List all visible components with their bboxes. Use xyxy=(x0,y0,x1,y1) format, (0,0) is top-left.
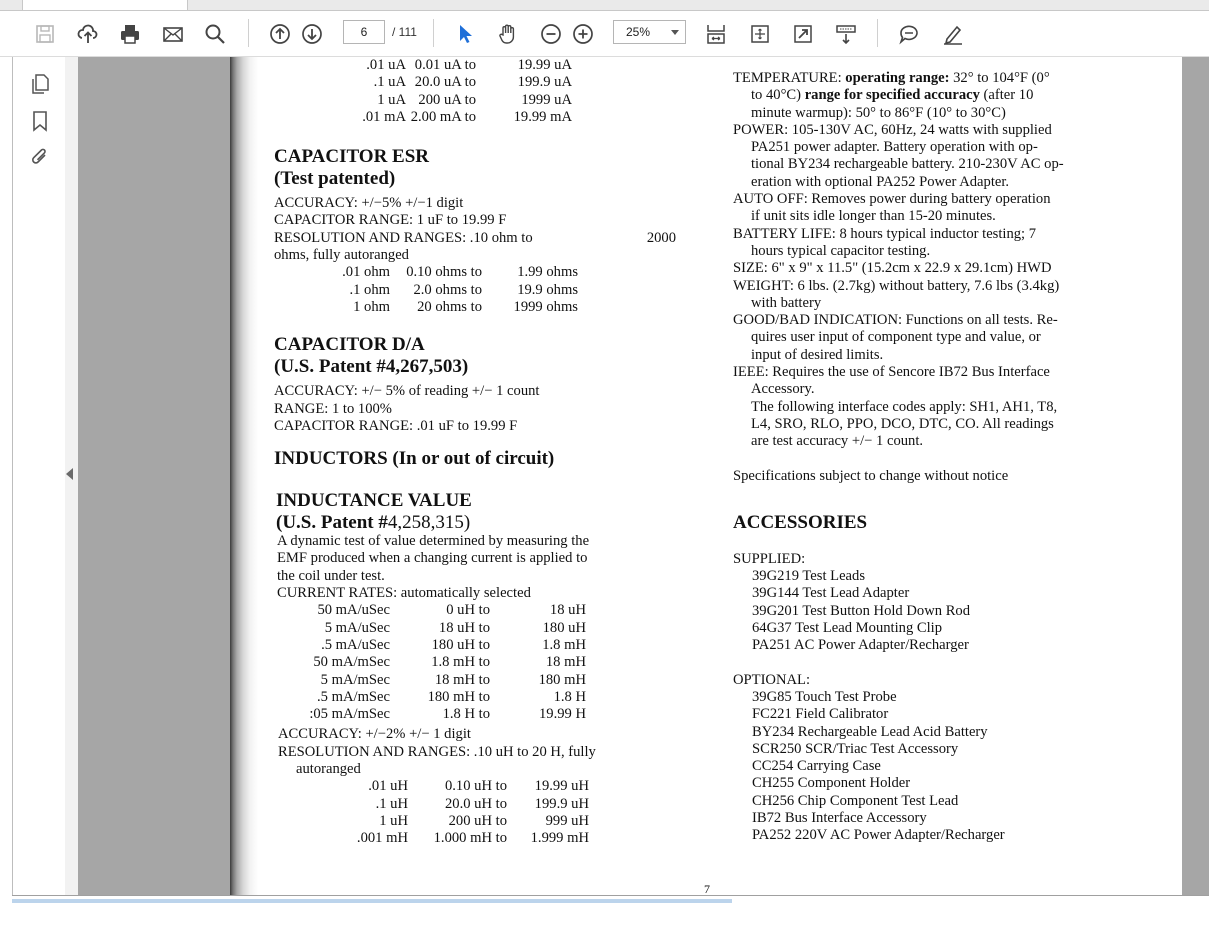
accessory-item: IB72 Bus Interface Accessory xyxy=(752,809,927,826)
zoom-value: 25% xyxy=(626,25,651,39)
size-spec: SIZE: 6" x 9" x 11.5" (15.2cm x 22.9 x 29.1cm) HWD xyxy=(733,260,1052,277)
accessory-item: PA252 220V AC Power Adapter/Recharger xyxy=(752,827,1005,844)
resolution-cell: 5 mA/mSec xyxy=(320,671,390,688)
page-binding-shadow xyxy=(230,57,258,895)
da-range: RANGE: 1 to 100% xyxy=(274,400,392,417)
chevron-down-icon xyxy=(671,30,679,35)
optional-label: OPTIONAL: xyxy=(733,671,811,688)
power-spec: PA251 power adapter. Battery operation with op- xyxy=(751,139,1038,156)
accessory-item: PA251 AC Power Adapter/Recharger xyxy=(752,637,969,654)
fullscreen-icon[interactable] xyxy=(790,21,816,47)
resolution-cell: .1 uA xyxy=(373,74,406,91)
resolution-cell: .5 mA/uSec xyxy=(321,636,390,653)
range-to-cell: 199.9 uH xyxy=(534,795,589,812)
good-bad-spec: GOOD/BAD INDICATION: Functions on all tests. Re- xyxy=(733,312,1058,329)
range-from-cell: 1.000 mH to xyxy=(433,830,507,847)
range-to-cell: 18 mH xyxy=(545,654,586,671)
ieee-spec: Accessory. xyxy=(751,381,815,398)
email-icon[interactable] xyxy=(160,21,186,47)
resolution-cell: .001 mH xyxy=(356,830,408,847)
range-to-cell: 18 uH xyxy=(549,602,586,619)
toolbar-separator xyxy=(877,19,878,47)
table-row xyxy=(356,109,572,126)
esr-subtitle: (Test patented) xyxy=(274,168,396,190)
da-accuracy: ACCURACY: +/− 5% of reading +/− 1 count xyxy=(274,383,540,400)
range-from-cell: 18 uH to xyxy=(438,619,490,636)
da-title: CAPACITOR D/A xyxy=(274,334,425,356)
supplied-label: SUPPLIED: xyxy=(733,550,806,567)
temp-operating-label: operating range: xyxy=(845,70,950,86)
ieee-spec: L4, SRO, RLO, PPO, DCO, DTC, CO. All readings xyxy=(751,415,1054,432)
temperature-spec-cont xyxy=(733,87,1137,104)
bookmarks-icon[interactable] xyxy=(29,110,53,134)
good-bad-spec: quires user input of component type and value, or xyxy=(751,329,1041,346)
document-page xyxy=(230,57,1182,895)
inductance-accuracy: ACCURACY: +/−2% +/− 1 digit xyxy=(278,726,471,743)
comment-icon[interactable] xyxy=(896,21,922,47)
temperature-spec xyxy=(733,70,1137,87)
temp-operating-value: 32° to 104°F (0° xyxy=(949,70,1050,86)
range-to-cell: 1.8 mH xyxy=(542,636,586,653)
document-tab[interactable] xyxy=(22,0,188,10)
range-from-cell: 0.01 uA to xyxy=(414,57,476,73)
resolution-cell: 5 mA/uSec xyxy=(324,619,390,636)
hand-tool-icon[interactable] xyxy=(495,21,521,47)
range-to-cell: 1999 ohms xyxy=(513,298,578,315)
accessories-title: ACCESSORIES xyxy=(733,511,868,533)
accessory-item: CH255 Component Holder xyxy=(752,775,911,792)
table-row xyxy=(350,813,589,830)
weight-spec: with battery xyxy=(751,294,822,311)
table-row xyxy=(332,264,578,281)
left-sidebar xyxy=(12,57,66,895)
temp-line2c: (after 10 xyxy=(979,87,1034,104)
inductance-resolution: RESOLUTION AND RANGES: .10 uH to 20 H, fully xyxy=(278,743,596,760)
ieee-spec: IEEE: Requires the use of Sencore IB72 Bus Interface xyxy=(733,364,1050,381)
cloud-upload-icon[interactable] xyxy=(75,21,101,47)
range-from-cell: 18 mH to xyxy=(434,671,490,688)
table-row xyxy=(356,74,572,91)
esr-title: CAPACITOR ESR xyxy=(274,146,430,168)
table-row xyxy=(298,620,586,637)
range-to-cell: 19.9 ohms xyxy=(517,281,578,298)
current-rates-table xyxy=(298,602,586,723)
auto-off-spec: AUTO OFF: Removes power during battery operation xyxy=(733,191,1051,208)
resolution-cell: .01 uA xyxy=(366,57,406,73)
ieee-spec: The following interface codes apply: SH1, AH1, T8, xyxy=(751,398,1058,415)
page-number: 7 xyxy=(704,882,710,895)
select-cursor-icon[interactable] xyxy=(452,21,478,47)
table-row xyxy=(298,706,586,723)
table-row xyxy=(332,282,578,299)
accessory-item: CH256 Chip Component Test Lead xyxy=(752,792,959,809)
resolution-cell: .5 mA/mSec xyxy=(317,688,390,705)
accessory-item: 64G37 Test Lead Mounting Clip xyxy=(752,620,943,637)
accessory-item: FC221 Field Calibrator xyxy=(752,706,889,723)
zoom-out-icon[interactable] xyxy=(538,21,564,47)
resolution-cell: 50 mA/mSec xyxy=(313,654,390,671)
accessory-item: SCR250 SCR/Triac Test Accessory xyxy=(752,740,959,757)
left-column xyxy=(274,57,684,848)
zoom-in-icon[interactable] xyxy=(570,21,596,47)
da-subtitle: (U.S. Patent #4,267,503) xyxy=(274,356,469,378)
accessory-item: 39G219 Test Leads xyxy=(752,568,866,585)
page-total: / 111 xyxy=(392,25,417,39)
table-row xyxy=(356,57,572,74)
resolution-cell: 1 ohm xyxy=(353,298,390,315)
battery-life-spec: BATTERY LIFE: 8 hours typical inductor testing; 7 xyxy=(733,225,1037,242)
range-to-cell: 19.99 mA xyxy=(513,108,572,125)
table-row xyxy=(356,92,572,109)
power-spec: POWER: 105-130V AC, 60Hz, 24 watts with supplied xyxy=(733,121,1052,138)
esr-range-table xyxy=(332,264,578,316)
page-number-input[interactable]: 6 xyxy=(343,20,385,44)
esr-resolution-max: 2000 xyxy=(646,229,676,246)
power-spec: eration with optional PA252 Power Adapter. xyxy=(751,173,1010,190)
da-capacitor-range: CAPACITOR RANGE: .01 uF to 19.99 F xyxy=(274,417,518,434)
range-to-cell: 1999 uA xyxy=(521,91,572,108)
accessory-item: BY234 Rechargeable Lead Acid Battery xyxy=(752,723,988,740)
range-from-cell: 0 uH to xyxy=(446,602,490,619)
esr-resolution xyxy=(274,230,676,247)
esr-accuracy: ACCURACY: +/−5% +/−1 digit xyxy=(274,195,464,212)
spec-note: Specifications subject to change without notice xyxy=(733,467,1009,484)
range-from-cell: 2.00 mA to xyxy=(410,108,476,125)
table-row xyxy=(350,830,589,847)
save-icon[interactable] xyxy=(32,21,58,47)
temperature-spec-cont: minute warmup): 50° to 86°F (10° to 30°C) xyxy=(751,104,1006,121)
inductance-subtitle-number: 4,258,315) xyxy=(387,512,471,534)
range-to-cell: 19.99 uA xyxy=(517,57,572,73)
accessory-item: 39G144 Test Lead Adapter xyxy=(752,585,910,602)
toolbar xyxy=(0,11,1209,57)
temp-label: TEMPERATURE: xyxy=(733,70,846,86)
accessory-item: 39G201 Test Button Hold Down Rod xyxy=(752,602,971,619)
table-row xyxy=(350,796,589,813)
resolution-cell: .01 uH xyxy=(368,778,408,795)
horizontal-scrollbar[interactable] xyxy=(12,895,1209,906)
table-row xyxy=(298,689,586,706)
resolution-cell: :05 mA/mSec xyxy=(309,706,390,723)
table-row xyxy=(298,672,586,689)
esr-resolution-text: RESOLUTION AND RANGES: .10 ohm to xyxy=(274,229,533,246)
inductors-title: INDUCTORS (In or out of circuit) xyxy=(274,448,555,470)
print-icon[interactable] xyxy=(117,21,143,47)
range-to-cell: 180 uH xyxy=(542,619,586,636)
temp-accuracy-label: range for specified accuracy xyxy=(804,87,980,104)
range-from-cell: 0.10 ohms to xyxy=(406,264,482,281)
range-to-cell: 19.99 uH xyxy=(534,778,589,795)
previous-page-icon[interactable] xyxy=(267,21,293,47)
scrollbar-thumb[interactable] xyxy=(12,899,732,903)
resolution-cell: 50 mA/uSec xyxy=(317,602,390,619)
power-spec: tional BY234 rechargeable battery. 210-230V AC op- xyxy=(751,156,1064,173)
range-to-cell: 180 mH xyxy=(538,671,586,688)
range-from-cell: 200 uA to xyxy=(418,91,476,108)
rotate-fit-icon[interactable] xyxy=(747,21,773,47)
table-row xyxy=(298,602,586,619)
esr-range: CAPACITOR RANGE: 1 uF to 19.99 F xyxy=(274,212,507,229)
resolution-cell: .1 ohm xyxy=(349,281,390,298)
accessory-item: CC254 Carrying Case xyxy=(752,758,881,775)
resolution-cell: 1 uA xyxy=(377,91,406,108)
table-row xyxy=(332,299,578,316)
resolution-cell: 1 uH xyxy=(379,812,408,829)
scroll-mode-icon[interactable] xyxy=(833,21,859,47)
toolbar-separator xyxy=(248,19,249,47)
search-icon[interactable] xyxy=(202,21,228,47)
range-to-cell: 199.9 uA xyxy=(517,74,572,91)
range-from-cell: 20.0 uH to xyxy=(444,795,507,812)
zoom-select[interactable] xyxy=(613,20,686,44)
tab-strip xyxy=(0,0,1209,11)
attachments-icon[interactable] xyxy=(29,146,53,170)
auto-off-spec: if unit sits idle longer than 15-20 minutes. xyxy=(751,208,996,225)
battery-life-spec: hours typical capacitor testing. xyxy=(751,242,931,259)
accessory-item: 39G85 Touch Test Probe xyxy=(752,688,897,705)
next-page-icon[interactable] xyxy=(299,21,325,47)
temp-line2a: to 40°C) xyxy=(751,87,805,104)
inductance-desc: A dynamic test of value determined by measuring the xyxy=(277,533,590,550)
range-from-cell: 20 ohms to xyxy=(417,298,482,315)
good-bad-spec: input of desired limits. xyxy=(751,346,884,363)
inductance-title: INDUCTANCE VALUE xyxy=(276,490,472,512)
range-from-cell: 200 uH to xyxy=(448,812,507,829)
resolution-cell: .1 uH xyxy=(375,795,408,812)
range-to-cell: 1.99 ohms xyxy=(517,264,578,281)
range-from-cell: 180 uH to xyxy=(431,636,490,653)
inductance-subtitle xyxy=(276,512,684,533)
range-from-cell: 2.0 ohms to xyxy=(413,281,482,298)
esr-resolution-cont: ohms, fully autoranged xyxy=(274,247,409,264)
sign-pen-icon[interactable] xyxy=(940,21,966,47)
toolbar-separator xyxy=(433,19,434,47)
collapse-panel-icon[interactable] xyxy=(66,468,73,480)
range-to-cell: 1.999 mH xyxy=(530,830,589,847)
inductance-desc: EMF produced when a changing current is applied to xyxy=(277,550,588,567)
current-range-table xyxy=(356,57,572,126)
page-thumbnails-icon[interactable] xyxy=(29,73,53,97)
inductance-desc: the coil under test. xyxy=(277,567,385,584)
range-from-cell: 0.10 uH to xyxy=(444,778,507,795)
range-to-cell: 999 uH xyxy=(545,812,589,829)
table-row xyxy=(298,637,586,654)
fit-page-icon[interactable] xyxy=(703,21,729,47)
range-from-cell: 180 mH to xyxy=(427,688,490,705)
ieee-spec: are test accuracy +/− 1 count. xyxy=(751,433,924,450)
resolution-cell: .01 mA xyxy=(362,108,406,125)
range-to-cell: 1.8 H xyxy=(553,688,586,705)
range-from-cell: 1.8 H to xyxy=(442,706,490,723)
range-from-cell: 1.8 mH to xyxy=(431,654,490,671)
inductance-resolution-cont: autoranged xyxy=(296,761,361,778)
table-row xyxy=(298,654,586,671)
range-to-cell: 19.99 H xyxy=(538,706,586,723)
right-column xyxy=(733,70,1137,845)
table-row xyxy=(350,778,589,795)
weight-spec: WEIGHT: 6 lbs. (2.7kg) without battery, 7.6 lbs (3.4kg) xyxy=(733,277,1060,294)
resolution-cell: .01 ohm xyxy=(342,264,390,281)
inductance-resolution-table xyxy=(350,778,589,847)
range-from-cell: 20.0 uA to xyxy=(414,74,476,91)
current-rates: CURRENT RATES: automatically selected xyxy=(277,585,531,602)
inductance-subtitle-bold: (U.S. Patent # xyxy=(276,512,388,534)
